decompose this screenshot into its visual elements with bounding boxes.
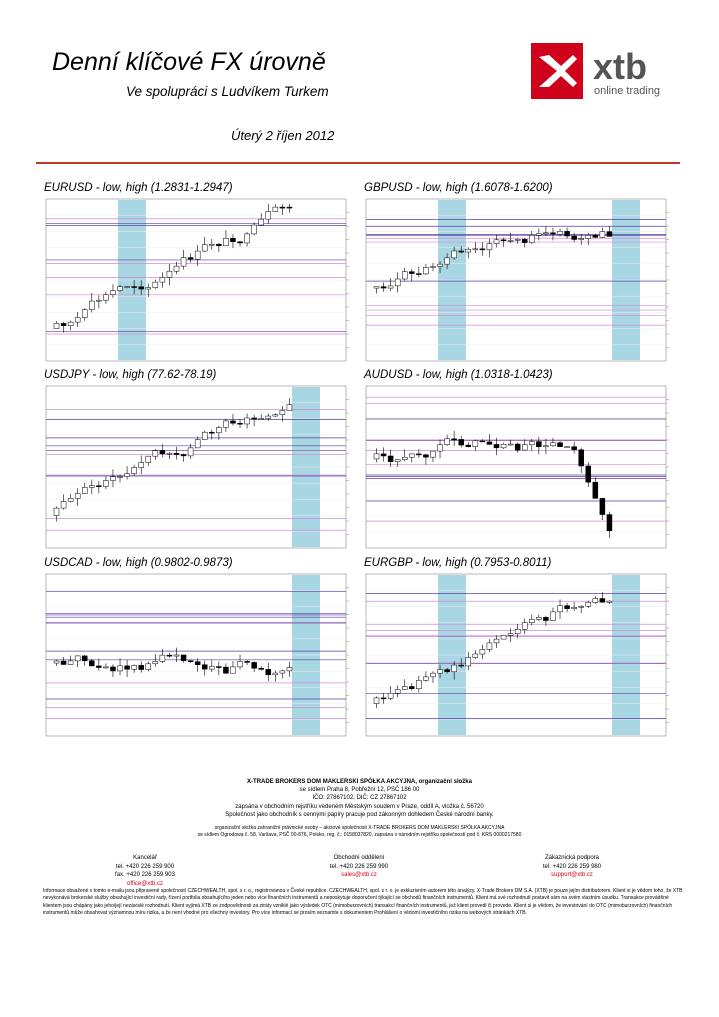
candle-body [259, 219, 264, 225]
candle-body [438, 264, 443, 266]
candle-body [438, 670, 443, 674]
candle-body [480, 249, 485, 250]
company-supervision: Společnost jako obchodník s cennými papíry pracuje pod zákonným dohledem České národní banky. [225, 811, 494, 818]
candle-body [579, 239, 584, 240]
candle-body [287, 405, 292, 411]
candle-body [54, 323, 59, 328]
chart-title: EURUSD - low, high (1.2831-1.2947) [44, 182, 233, 194]
candle-body [160, 655, 165, 661]
candle-body [146, 288, 151, 289]
candle-body [550, 443, 555, 446]
candle-body [61, 323, 66, 325]
candle-body [374, 454, 379, 459]
candle-body [153, 282, 158, 288]
candle-body [125, 666, 130, 669]
candle-body [195, 251, 200, 259]
candle-body [75, 494, 80, 499]
candle-body [607, 601, 612, 602]
candle-body [54, 508, 59, 516]
candle-body [487, 643, 492, 650]
candle-body [395, 279, 400, 286]
candle-body [466, 657, 471, 665]
candle-body [600, 599, 605, 603]
candle-body [82, 487, 87, 493]
contact-fax: fax. +420 226 259 903 [115, 872, 175, 879]
candle-body [273, 673, 278, 675]
candle-body [593, 599, 598, 603]
candle-body [445, 670, 450, 672]
candle-body [416, 680, 421, 688]
candle-body [230, 238, 235, 242]
header-divider [36, 162, 680, 164]
candle-body [550, 233, 555, 234]
candle-body [593, 482, 598, 498]
candle-body [132, 287, 137, 288]
candle-body [118, 476, 123, 477]
company-ids: IČO: 27867102, DIČ: CZ 27867102 [312, 795, 407, 802]
candle-body [174, 453, 179, 454]
candle-body [501, 635, 506, 639]
candle-body [452, 665, 457, 672]
chart-usdjpy [44, 369, 352, 554]
chart-usdcad [44, 557, 352, 742]
candle-body [508, 444, 513, 445]
candle-body [209, 667, 214, 670]
candle-body [416, 454, 421, 455]
candle-body [438, 445, 443, 451]
candle-body [110, 667, 115, 671]
candle-body [287, 207, 292, 208]
candle-body [195, 662, 200, 665]
candle-body [445, 258, 450, 264]
candle-body [216, 427, 221, 432]
candle-body [75, 656, 80, 661]
candle-body [96, 486, 101, 487]
candle-body [572, 447, 577, 450]
price-chart [364, 572, 680, 742]
candle-body [118, 666, 123, 671]
candle-body [388, 456, 393, 462]
candle-body [430, 673, 435, 677]
candle-body [266, 669, 271, 674]
candle-body [459, 251, 464, 252]
svg-text:online trading: online trading [594, 85, 661, 97]
company-registry: zapsána v obchodním rejstříku vedeném Městským soudem v Praze, oddíl A, vložka č. 56720 [235, 803, 484, 810]
candle-body [216, 244, 221, 246]
candle-body [515, 239, 520, 240]
candle-body [416, 274, 421, 275]
candle-body [167, 271, 172, 277]
candle-body [252, 225, 257, 234]
candle-body [259, 419, 264, 420]
candle-body [409, 686, 414, 688]
candle-body [565, 447, 570, 448]
chart-title: USDJPY - low, high (77.62-78.19) [44, 369, 217, 381]
candle-body [593, 235, 598, 237]
contact-support [502, 854, 642, 880]
candle-body [266, 416, 271, 418]
candle-body [374, 698, 379, 704]
candle-body [82, 310, 87, 318]
candle-body [558, 443, 563, 447]
candle-body [216, 667, 221, 668]
candle-body [487, 244, 492, 250]
candle-body [110, 291, 115, 295]
candle-body [223, 667, 228, 673]
candle-body [146, 456, 151, 462]
candle-body [103, 295, 108, 301]
candle-body [395, 690, 400, 694]
candle-body [230, 667, 235, 673]
candle-body [558, 606, 563, 612]
candle-body [586, 602, 591, 606]
candle-body [139, 287, 144, 289]
candle-body [68, 322, 73, 326]
candle-body [96, 666, 101, 668]
candle-body [89, 661, 94, 666]
chart-title: EURGBP - low, high (0.7953-0.8011) [364, 557, 552, 569]
candle-body [423, 677, 428, 681]
candle-body [118, 287, 123, 291]
candle-body [68, 661, 73, 665]
candle-body [209, 244, 214, 245]
candle-body [536, 442, 541, 447]
report-date: Úterý 2 říjen 2012 [231, 128, 335, 143]
candle-body [508, 634, 513, 636]
candle-body [273, 207, 278, 211]
candle-body [402, 686, 407, 689]
candle-body [543, 446, 548, 447]
candle-body [402, 272, 407, 279]
candle-body [579, 606, 584, 607]
candle-body [82, 656, 87, 661]
candle-body [522, 623, 527, 630]
candle-body [167, 655, 172, 656]
candle-body [230, 421, 235, 423]
svg-text:xtb: xtb [593, 46, 647, 87]
candle-body [565, 606, 570, 609]
candle-body [607, 232, 612, 237]
contact-phone: tel. +420 226 259 980 [542, 863, 602, 870]
candle-body [61, 661, 66, 664]
candle-body [280, 671, 285, 673]
candle-body [245, 234, 250, 243]
chart-eurgbp [364, 557, 672, 742]
contact-title: Obchodní oddělení [333, 855, 385, 861]
candle-body [522, 239, 527, 242]
contact-phone: tel. +420 226 259 900 [115, 863, 175, 870]
candle-body [181, 258, 186, 267]
candle-body [188, 448, 193, 456]
candle-body [579, 450, 584, 466]
candle-body [125, 474, 130, 477]
candle-body [452, 251, 457, 258]
candle-body [529, 442, 534, 445]
candle-body [202, 665, 207, 669]
candle-body [202, 245, 207, 251]
candle-body [409, 272, 414, 274]
contact-email-link[interactable]: sales@xtb.cz [341, 872, 377, 879]
chart-audusd [364, 369, 672, 554]
candle-body [103, 481, 108, 487]
candle-body [174, 266, 179, 271]
price-chart [44, 384, 360, 554]
company-footer [0, 778, 719, 839]
candle-body [586, 235, 591, 238]
candle-body [515, 629, 520, 633]
candle-body [188, 258, 193, 260]
candle-body [550, 612, 555, 621]
candle-body [381, 454, 386, 456]
candle-body [473, 654, 478, 657]
contact-office [75, 854, 215, 888]
candle-body [388, 286, 393, 288]
candle-body [515, 444, 520, 450]
candle-body [61, 502, 66, 509]
candle-body [586, 466, 591, 482]
candle-body [529, 619, 534, 622]
contact-phone: tel. +420 226 259 990 [329, 863, 389, 870]
candle-body [374, 287, 379, 288]
candle-body [572, 607, 577, 608]
candle-body [600, 232, 605, 238]
candle-body [252, 418, 257, 419]
candle-body [452, 439, 457, 440]
candle-body [572, 236, 577, 239]
chart-title: GBPUSD - low, high (1.6078-1.6200) [364, 182, 553, 194]
contact-sales [289, 854, 429, 880]
candle-body [132, 467, 137, 473]
candle-body [160, 451, 165, 454]
candle-body [280, 410, 285, 414]
parent-company: organizační složka zahraniční právnické osoby – akciové společnosti X-TRADE BROKERS DOM MAKLERSKI SPÓŁKA AKCYJNA [214, 825, 505, 832]
candle-body [494, 444, 499, 447]
company-address: se sídlem Praha 8, Pobřežní 12, PSČ 186 00 [299, 787, 420, 794]
candle-body [259, 668, 264, 669]
candle-body [480, 649, 485, 654]
candle-body [536, 233, 541, 235]
candle-body [238, 423, 243, 424]
candle-body [223, 238, 228, 246]
candle-body [459, 439, 464, 445]
candle-body [395, 460, 400, 462]
price-chart [44, 197, 360, 367]
candle-body [223, 421, 228, 428]
candle-body [139, 463, 144, 468]
candle-body [501, 444, 506, 448]
candle-body [466, 445, 471, 447]
price-chart [364, 197, 680, 367]
candle-body [480, 441, 485, 442]
candle-body [423, 267, 428, 274]
candle-body [543, 617, 548, 620]
candle-body [89, 301, 94, 310]
candle-body [409, 454, 414, 457]
candle-body [160, 277, 165, 282]
candle-body [543, 233, 548, 234]
candle-body [252, 662, 257, 668]
candle-body [174, 655, 179, 656]
candle-body [181, 455, 186, 456]
candle-body [68, 498, 73, 501]
candle-body [202, 432, 207, 439]
xtb-logo [531, 43, 681, 99]
legal-disclaimer: Informace obsažené v tomto e-mailu jsou připravené společností CZECHWEALTH, spol. s r. o., registrovanou v České republice. CZECHWEALTH, spol. s r. o. je exkluzivním autorem této analýzy. X-Trade Brokers DM S.A. (XTB) je pouze jejím distributorem. Klient si je vědom toho, že XTB nevykonává brokerské služby obsahující investiční rady, řízení portfolia obsahujícího jeden nebo více finančních instrumentů a neposkytuje doporučení týkající se obchodů finančních instrumentů. Klient má své rozhodnutí postavit sám na svém vlastním úsudku. Transakce prováděné klientem jsou chápány jako jeho/její nezávislé rozhodnutí. Klient vyjímá XTB ze zodpovědnosti za ztráty vzniklé jako výsledek OTC (mimoburzovních) transakcí finančních instrumentů, jež klient provedl či provede. Klient si je vědom, že investování do OTC (mimoburzovních) finančních instrumentů může obsahovat významnou míru rizika, a že není vhodné pro všechny investory. Pro více informací se prosím seznamte s dokumentem Prohlášení o vědomí investičního rizika na webových stránkách XTB. [43, 888, 683, 917]
candle-body [600, 498, 605, 514]
candle-body [245, 418, 250, 424]
candle-body [238, 242, 243, 243]
candle-body [565, 231, 570, 236]
chart-title: USDCAD - low, high (0.9802-0.9873) [44, 557, 233, 569]
candle-body [146, 664, 151, 670]
candle-body [110, 477, 115, 481]
candle-body [607, 515, 612, 531]
candle-body [522, 445, 527, 450]
candle-body [89, 486, 94, 488]
candle-body [494, 639, 499, 643]
candle-body [381, 287, 386, 288]
candle-body [402, 457, 407, 459]
contact-email-link[interactable]: support@xtb.cz [551, 872, 593, 879]
contact-title: Zákaznická podpora [544, 855, 600, 861]
candle-body [487, 442, 492, 444]
candle-body [266, 212, 271, 220]
candle-body [54, 661, 59, 663]
chart-gbpusd [364, 182, 672, 367]
candle-body [209, 432, 214, 433]
candle-body [558, 231, 563, 234]
candle-body [529, 235, 534, 242]
candle-body [494, 240, 499, 244]
candle-body [473, 249, 478, 250]
candle-body [245, 661, 250, 662]
price-chart [44, 572, 360, 742]
candle-body [508, 240, 513, 241]
candle-body [195, 440, 200, 448]
candle-body [273, 415, 278, 416]
candle-body [287, 667, 292, 670]
candle-body [536, 617, 541, 619]
candle-body [153, 661, 158, 663]
candle-body [445, 439, 450, 445]
candle-body [501, 240, 506, 241]
chart-title: AUDUSD - low, high (1.0318-1.0423) [364, 369, 553, 381]
candle-body [132, 665, 137, 669]
candle-body [125, 287, 130, 288]
contact-email-link[interactable]: office@xtb.cz [127, 880, 163, 887]
candle-body [139, 665, 144, 669]
company-name: X-TRADE BROKERS DOM MAKLERSKI SPÓŁKA AKCYJNA, organizační složka [247, 779, 472, 785]
page-title: Denní klíčové FX úrovně [52, 48, 326, 76]
candle-body [188, 661, 193, 662]
candle-body [459, 665, 464, 666]
candle-body [388, 693, 393, 698]
price-chart [364, 384, 680, 554]
candle-body [430, 451, 435, 457]
candle-body [238, 661, 243, 667]
contact-title: Kancelář [133, 855, 157, 861]
candle-body [153, 451, 158, 457]
page-subtitle: Ve spolupráci s Ludvíkem Turkem [126, 84, 329, 99]
candle-body [103, 667, 108, 668]
candle-body [96, 300, 101, 301]
chart-eurusd [44, 182, 352, 367]
candle-body [466, 249, 471, 252]
candle-body [167, 453, 172, 454]
candle-body [181, 655, 186, 661]
candle-body [473, 441, 478, 447]
parent-company-address: se sídlem Ogrodowa č. 58, Varšava, PSČ 00-876, Polsko, reg. č.: 0158037820, zapsána v národním rejstříku společností pod č. KRS 0000217580 [197, 832, 522, 839]
candle-body [430, 267, 435, 268]
candle-body [280, 207, 285, 208]
candle-body [423, 455, 428, 457]
candle-body [75, 318, 80, 323]
candle-body [381, 698, 386, 699]
